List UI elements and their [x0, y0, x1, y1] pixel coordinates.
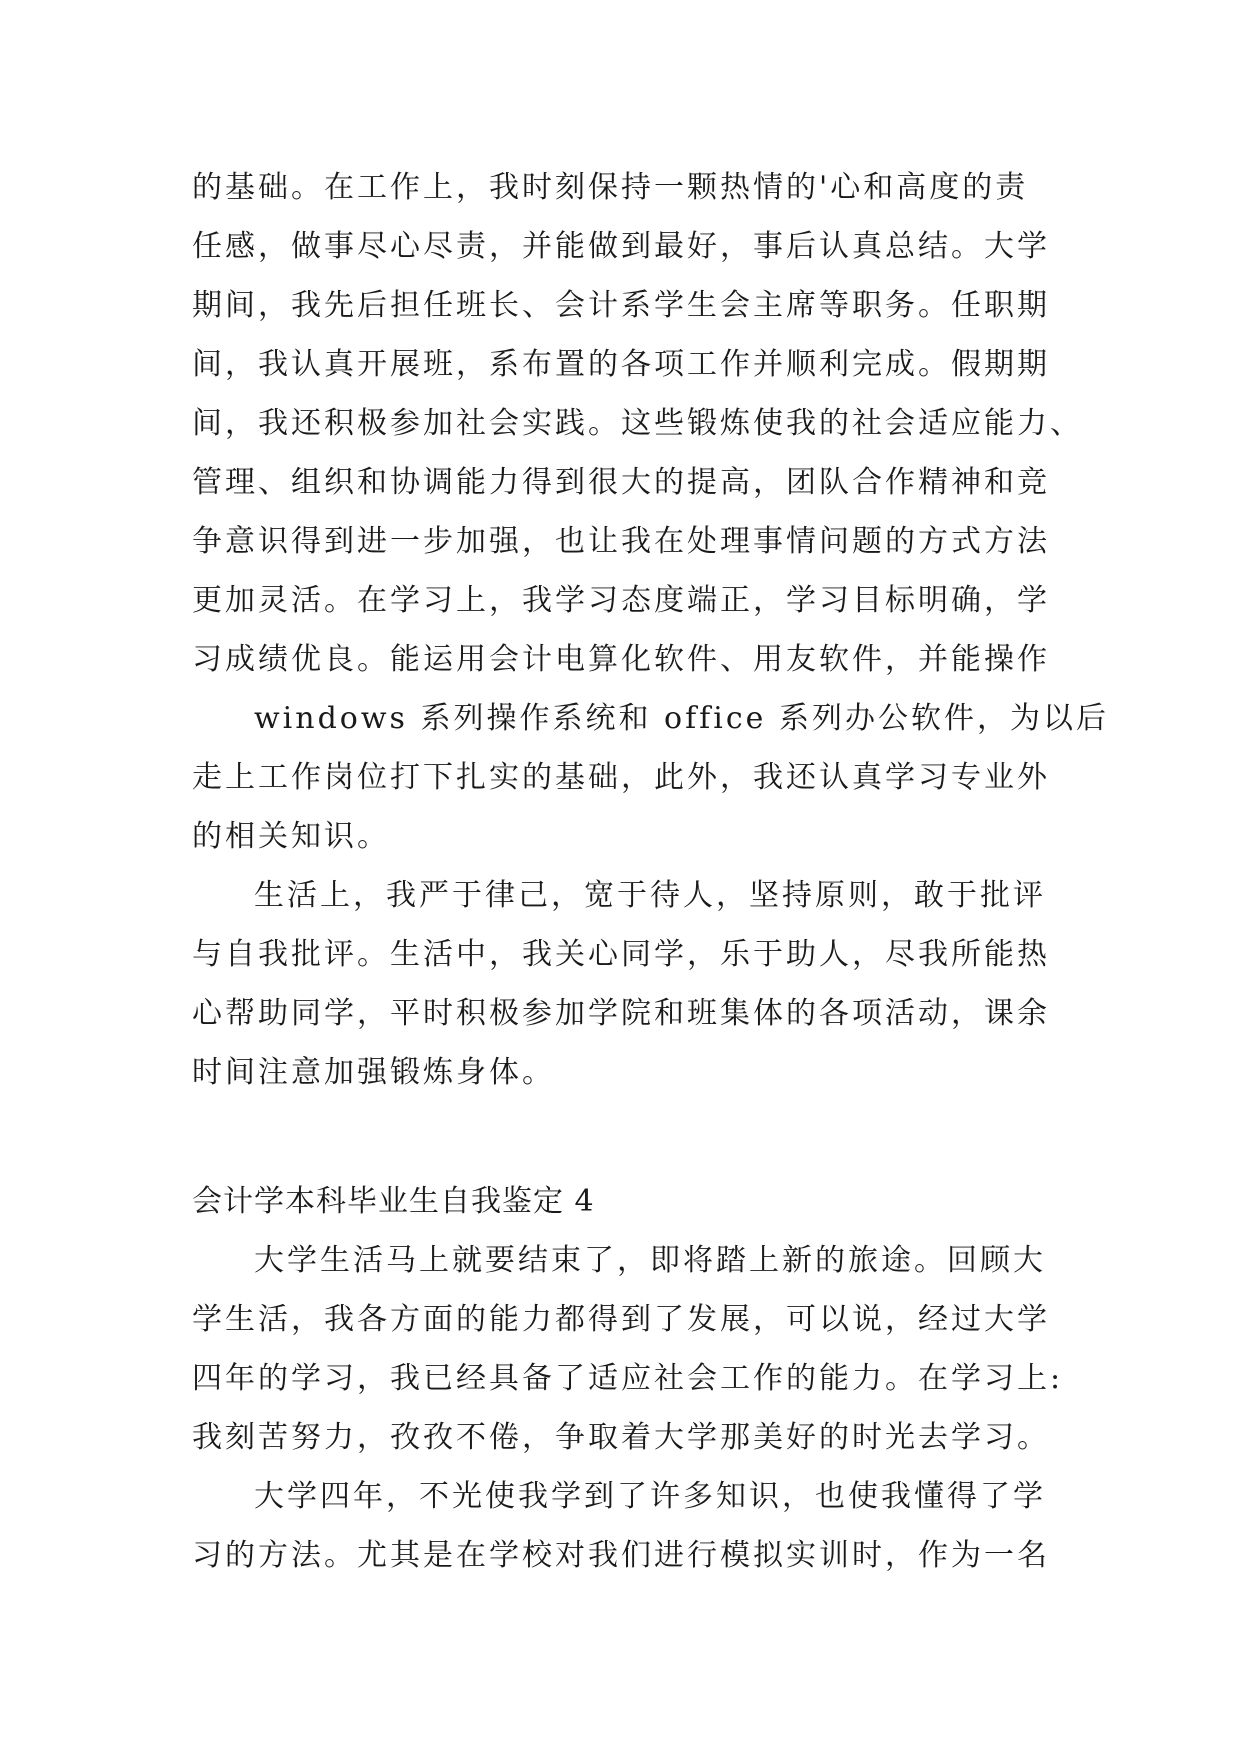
- section-heading: 会计学本科毕业生自我鉴定 4: [192, 1184, 595, 1219]
- text-line: 与自我批评。生活中，我关心同学，乐于助人，尽我所能热: [192, 937, 1050, 972]
- text-line: 大学四年，不光使我学到了许多知识，也使我懂得了学: [254, 1479, 1046, 1514]
- text-line: 四年的学习，我已经具备了适应社会工作的能力。在学习上:: [192, 1361, 1064, 1396]
- text-line: 管理、组织和协调能力得到很大的提高，团队合作精神和竞: [192, 465, 1050, 500]
- paragraph-life: [192, 866, 1052, 1102]
- paragraph-four-years: [192, 1467, 1052, 1585]
- document-body: [192, 158, 1109, 1585]
- text-line: 的相关知识。: [192, 819, 390, 854]
- text-line: 学生活，我各方面的能力都得到了发展，可以说，经过大学: [192, 1302, 1050, 1337]
- text-line: 间，我还积极参加社会实践。这些锻炼使我的社会适应能力、: [192, 406, 1083, 441]
- text-line: 任感，做事尽心尽责，并能做到最好，事后认真总结。大学: [192, 229, 1050, 264]
- text-line: 走上工作岗位打下扎实的基础，此外，我还认真学习专业外: [192, 760, 1050, 795]
- text-line: 期间，我先后担任班长、会计系学生会主席等职务。任职期: [192, 288, 1050, 323]
- text-line: 习的方法。尤其是在学校对我们进行模拟实训时，作为一名: [192, 1538, 1050, 1573]
- text-line: 的基础。在工作上，我时刻保持一颗热情的'心和高度的责: [192, 170, 1029, 205]
- text-line: 习成绩优良。能运用会计电算化软件、用友软件，并能操作: [192, 642, 1050, 677]
- paragraph-university-life: [192, 1231, 1064, 1467]
- text-line: 生活上，我严于律己，宽于待人，坚持原则，敢于批评: [254, 878, 1046, 913]
- text-line: 时间注意加强锻炼身体。: [192, 1055, 555, 1090]
- text-line: windows 系列操作系统和 office 系列办公软件，为以后: [254, 701, 1109, 736]
- text-line: 争意识得到进一步加强，也让我在处理事情问题的方式方法: [192, 524, 1050, 559]
- text-line: 更加灵活。在学习上，我学习态度端正，学习目标明确，学: [192, 583, 1050, 618]
- text-line: 心帮助同学，平时积极参加学院和班集体的各项活动，课余: [192, 996, 1050, 1031]
- paragraph-work-study: [192, 158, 1083, 689]
- text-line: 大学生活马上就要结束了，即将踏上新的旅途。回顾大: [254, 1243, 1046, 1278]
- text-line: 我刻苦努力，孜孜不倦，争取着大学那美好的时光去学习。: [192, 1420, 1050, 1455]
- paragraph-software: [192, 689, 1109, 866]
- text-line: 间，我认真开展班，系布置的各项工作并顺利完成。假期期: [192, 347, 1050, 382]
- section-gap: [192, 1102, 1052, 1172]
